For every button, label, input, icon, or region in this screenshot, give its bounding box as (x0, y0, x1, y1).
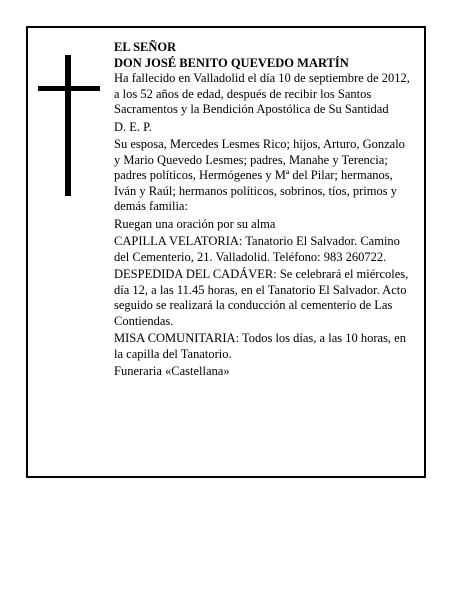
death-announcement: Ha fallecido en Valladolid el día 10 de septiembre de 2012, a los 52 años de edad, después de recibir los Santos Sacramentos y la Bendición Apostólica de Su Santidad (114, 71, 410, 116)
cross-vertical-bar (65, 55, 71, 196)
latin-cross-icon (38, 55, 100, 196)
cross-horizontal-bar (38, 86, 100, 91)
rip-line: D. E. P. (114, 119, 152, 134)
prayer-request: Ruegan una oración por su alma (114, 216, 276, 231)
notice-title: EL SEÑOR (114, 40, 177, 54)
obituary-text (114, 40, 414, 382)
funeral-home: Funeraria «Castellana» (114, 364, 230, 378)
community-mass-info: MISA COMUNITARIA: Todos los días, a las 10 horas, en la capilla del Tanatorio. (114, 331, 406, 361)
farewell-info: DESPEDIDA DEL CADÁVER: Se celebrará el miércoles, día 12, a las 11.45 horas, en el Tanatorio El Salvador. Acto seguido se realizará la conducción al cementerio de Las Contiendas. (114, 267, 409, 328)
family-list: Su esposa, Mercedes Lesmes Rico; hijos, Arturo, Gonzalo y Mario Quevedo Lesmes; padres, Manahe y Terencia; padres políticos, Hermógenes y Mª del Pilar; hermanos, Iván y Raúl; hermanos políticos, sobrinos, tíos, primos y demás familia: (114, 137, 405, 213)
deceased-name: DON JOSÉ BENITO QUEVEDO MARTÍN (114, 55, 349, 70)
wake-chapel-info: CAPILLA VELATORIA: Tanatorio El Salvador. Camino del Cementerio, 21. Valladolid. Teléfono: 983 260722. (114, 234, 400, 264)
